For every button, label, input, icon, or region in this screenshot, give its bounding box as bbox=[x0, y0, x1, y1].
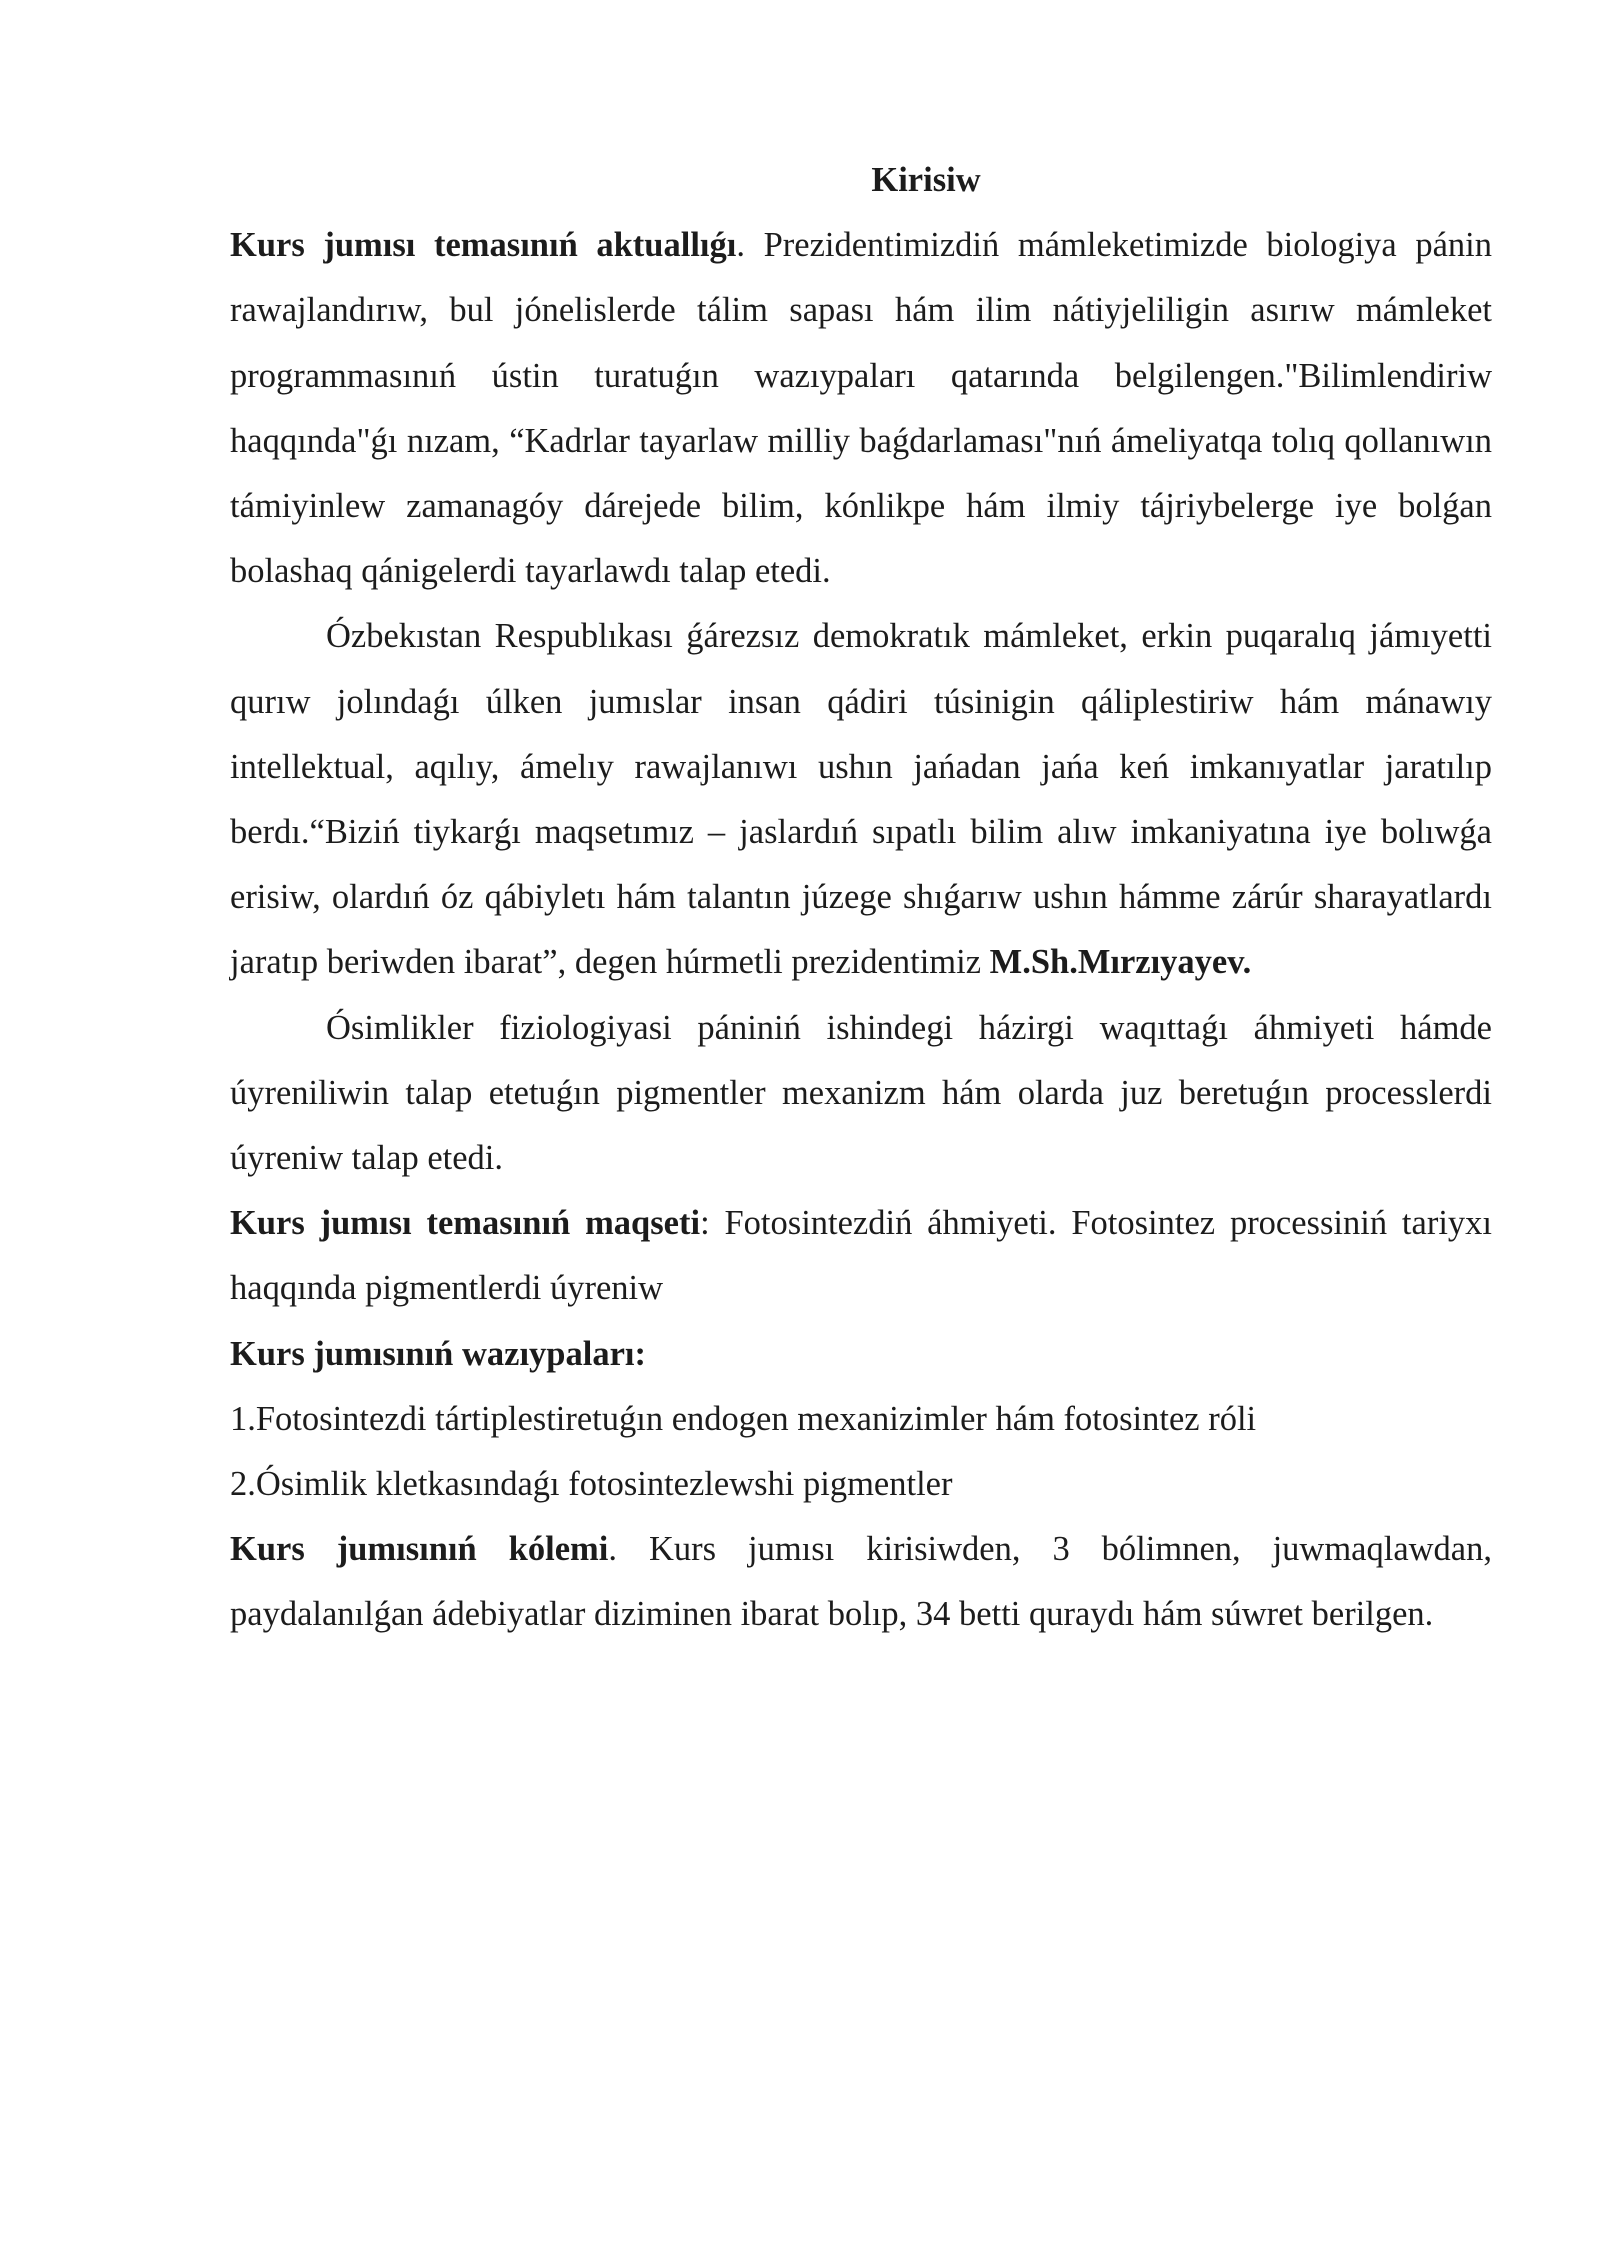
physiology-text: Ósimlikler fiziologiyasi pániniń ishindegi házirgi waqıttaǵı áhmiyeti hámde úyreniliwin talap etetuǵın pigmentler mexanizm hám olarda juz beretuǵın processlerdi úyreniw talap etedi. bbox=[230, 1008, 1492, 1178]
actuality-heading: Kurs jumısı temasınıń aktuallıǵı bbox=[230, 226, 737, 265]
president-name: M.Sh.Mırzıyayev. bbox=[989, 943, 1252, 982]
volume-heading: Kurs jumısınıń kólemi bbox=[230, 1530, 609, 1569]
independence-text: Ózbekıstan Respublıkası ǵárezsız demokratık mámleket, erkin puqaralıq jámıyetti qurıw jolındaǵı úlken jumıslar insan qádiri túsinigin qáliplestiriw hám mánawıy intellektual, aqılıy, ámelıy rawajlanıwı ushın jańadan jańa keń imkanıyatlar jaratılıp berdı.“Biziń tiykarǵı maqsetımız – jaslardıń sıpatlı bilim alıw imkaniyatına iye bolıwǵa erisiw, olardıń óz qábiyletı hám talantın júzege shıǵarıw ushın hámme zárúr sharayatlardı jaratıp beriwden ibarat”, degen húrmetli prezidentimiz bbox=[230, 617, 1492, 982]
volume-text: . Kurs jumısı kirisiwden, 3 bólimnen, juwmaqlawdan, paydalanılǵan ádebiyatlar diziminen ibarat bolıp, 34 betti quraydı hám súwret berilgen. bbox=[230, 1530, 1492, 1634]
paragraph-goal bbox=[230, 1191, 1492, 1321]
document-title: Kirisiw bbox=[871, 161, 981, 199]
list-item: 1.Fotosintezdi tártiplestiretuǵın endogen mexanizimler hám fotosintez róli bbox=[230, 1399, 1257, 1438]
list-item: 2.Ósimlik kletkasındaǵı fotosintezlewshi pigmentler bbox=[230, 1465, 953, 1504]
goal-text: : Fotosintezdiń áhmiyeti. Fotosintez processiniń tariyxı haqqında pigmentlerdi úyreniw bbox=[230, 1204, 1492, 1308]
paragraph-volume bbox=[230, 1517, 1492, 1647]
goal-heading: Kurs jumısı temasınıń maqseti bbox=[230, 1204, 701, 1243]
actuality-text: . Prezidentimizdiń mámleketimizde biologiya pánin rawajlandırıw, bul jónelislerde tálim sapası hám ilim nátiyjeliligin asırıw mámleket programmasınıń ústin turatuǵın wazıypaları qatarında belgilengen."Bilimlendiriw haqqında"ǵı nızam, “Kadrlar tayarlaw milliy baǵdarlaması"nıń ámeliyatqa tolıq qollanıwın támiyinlew zamanagóy dárejede bilim, kónlikpe hám ilmiy tájriybelerge iye bolǵan bolashaq qánigelerdi tayarlawdı talap etedi. bbox=[230, 226, 1492, 591]
document-page bbox=[230, 148, 1492, 1648]
tasks-heading: Kurs jumısınıń wazıypaları: bbox=[230, 1334, 646, 1373]
paragraph-physiology bbox=[230, 996, 1492, 1192]
paragraph-independence bbox=[230, 604, 1492, 995]
paragraph-actuality bbox=[230, 213, 1492, 604]
paragraph-tasks-heading bbox=[230, 1322, 1492, 1387]
